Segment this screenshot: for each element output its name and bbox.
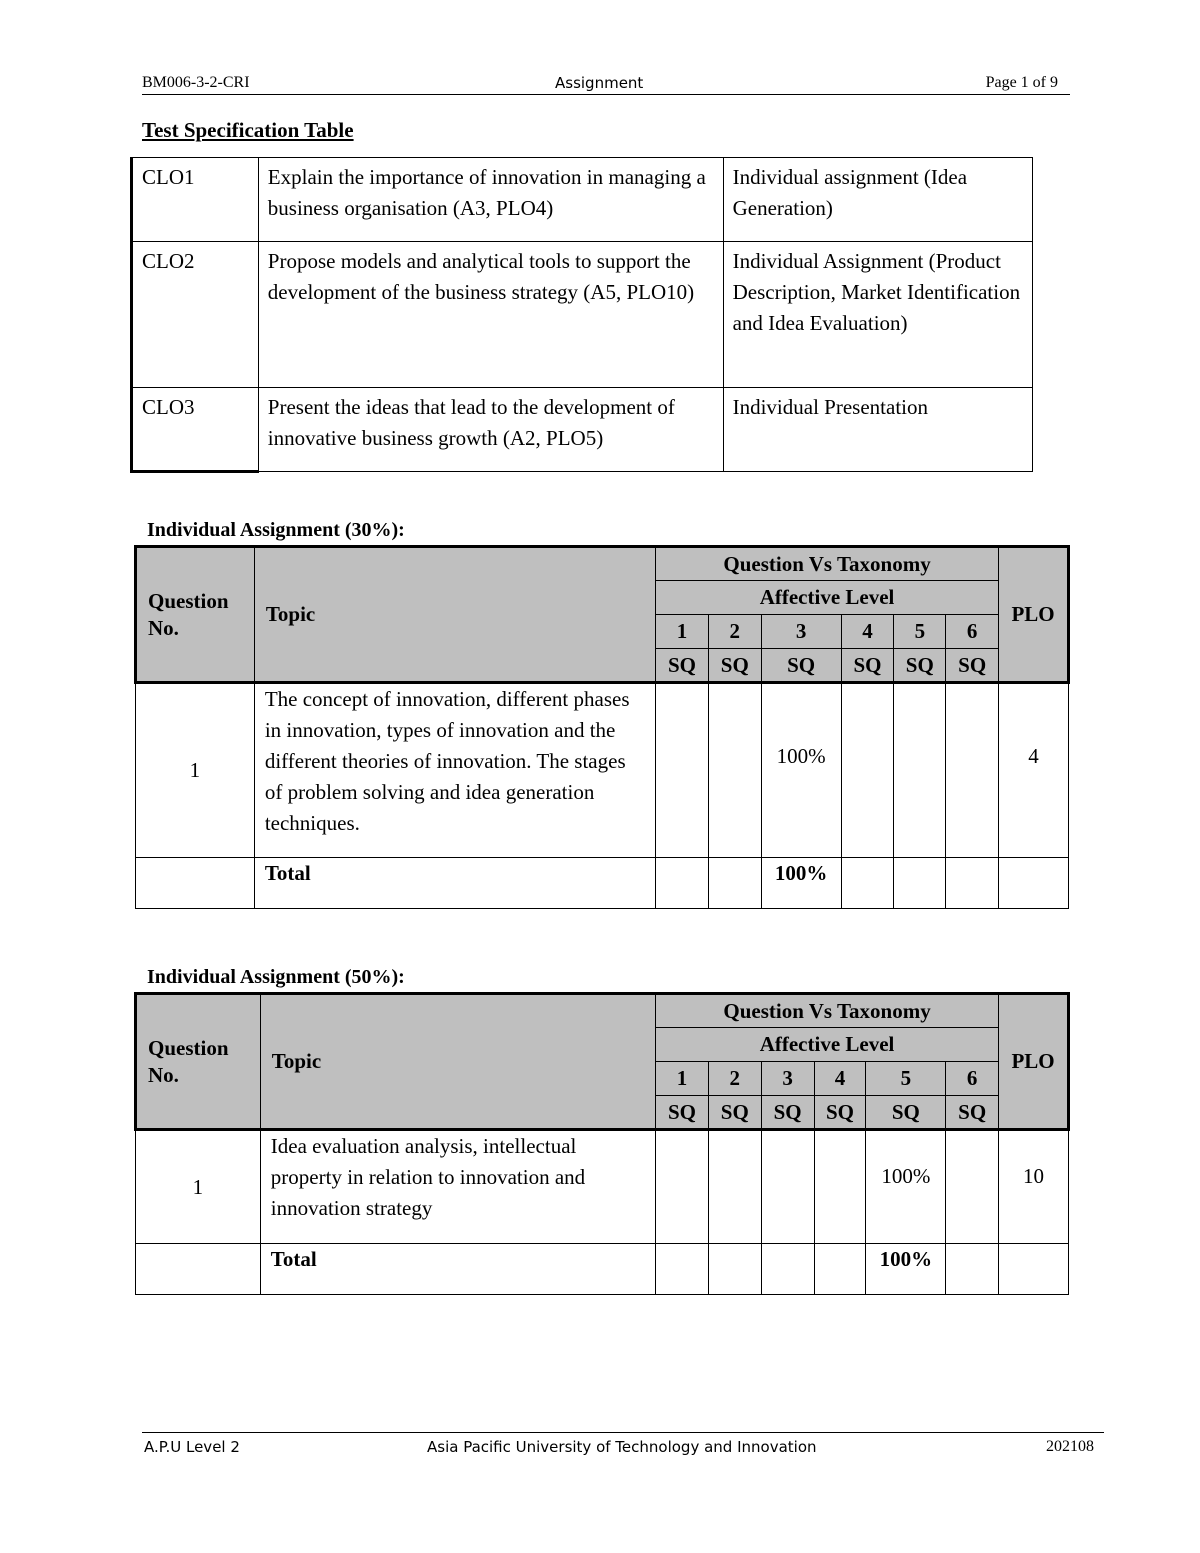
ia50-table [134, 992, 1070, 1295]
topic-text: Idea evaluation analysis, intellectual property in relation to innovation and innovation strategy [260, 1130, 655, 1244]
taxonomy-header: Question Vs Taxonomy [656, 994, 999, 1028]
table-row [132, 388, 1033, 472]
question-no: 1 [136, 683, 255, 858]
clo-description: Present the ideas that lead to the development of innovative business growth (A2, PLO5) [258, 388, 723, 472]
sq-label: SQ [761, 649, 841, 683]
clo-description: Propose models and analytical tools to support the development of the business strategy (A5, PLO10) [258, 242, 723, 388]
clo-assessment: Individual assignment (Idea Generation) [723, 158, 1032, 242]
level-5-value: 100% [866, 1130, 946, 1244]
sq-label: SQ [946, 1096, 999, 1130]
topic-header: Topic [260, 994, 655, 1130]
total-label: Total [260, 1244, 655, 1295]
table-row [136, 683, 1069, 858]
sq-label: SQ [841, 649, 894, 683]
level-1: 1 [656, 615, 709, 649]
course-code: BM006-3-2-CRI [142, 74, 250, 91]
question-no-header: Question No. [136, 547, 255, 683]
sq-label: SQ [866, 1096, 946, 1130]
page-number: Page 1 of 9 [985, 74, 1058, 91]
clo-id: CLO2 [132, 242, 259, 388]
affective-level-header: Affective Level [656, 581, 999, 615]
total-value: 100% [866, 1244, 946, 1295]
total-label: Total [254, 858, 655, 909]
level-1: 1 [656, 1062, 709, 1096]
sq-label: SQ [946, 649, 999, 683]
sq-label: SQ [814, 1096, 866, 1130]
footer-date-code: 202108 [1046, 1438, 1094, 1455]
ia30-title: Individual Assignment (30%): [147, 519, 405, 541]
total-value: 100% [761, 858, 841, 909]
topic-header: Topic [254, 547, 655, 683]
level-2: 2 [708, 615, 761, 649]
level-2: 2 [708, 1062, 761, 1096]
table-row [136, 1130, 1069, 1244]
level-5: 5 [866, 1062, 946, 1096]
ia30-table [134, 545, 1070, 909]
ia50-title: Individual Assignment (50%): [147, 966, 405, 988]
affective-level-header: Affective Level [656, 1028, 999, 1062]
total-row [136, 858, 1069, 909]
level-3: 3 [761, 615, 841, 649]
test-specification-table [130, 157, 1033, 473]
plo-header: PLO [999, 547, 1069, 683]
doc-type: Assignment [555, 74, 644, 92]
sq-label: SQ [894, 649, 946, 683]
level-5: 5 [894, 615, 946, 649]
clo-assessment: Individual Presentation [723, 388, 1032, 472]
topic-text: The concept of innovation, different phases in innovation, types of innovation and the different theories of innovation. The stages of problem solving and idea generation techniques. [254, 683, 655, 858]
level-6: 6 [946, 615, 999, 649]
total-row [136, 1244, 1069, 1295]
clo-assessment: Individual Assignment (Product Description, Market Identification and Idea Evaluation) [723, 242, 1032, 388]
clo-id: CLO3 [132, 388, 259, 472]
taxonomy-header: Question Vs Taxonomy [656, 547, 999, 581]
level-3: 3 [761, 1062, 814, 1096]
page-footer [142, 1432, 1104, 1457]
plo-value: 10 [999, 1130, 1069, 1244]
level-3-value: 100% [761, 683, 841, 858]
table-row [132, 158, 1033, 242]
clo-id: CLO1 [132, 158, 259, 242]
level-4: 4 [814, 1062, 866, 1096]
sq-label: SQ [656, 649, 709, 683]
clo-description: Explain the importance of innovation in managing a business organisation (A3, PLO4) [258, 158, 723, 242]
table-row [132, 242, 1033, 388]
spec-table-title: Test Specification Table [142, 118, 354, 142]
footer-university: Asia Pacific University of Technology and Innovation [427, 1438, 817, 1456]
sq-label: SQ [708, 1096, 761, 1130]
plo-header: PLO [999, 994, 1069, 1130]
level-4: 4 [841, 615, 894, 649]
question-no-header: Question No. [136, 994, 261, 1130]
level-6: 6 [946, 1062, 999, 1096]
sq-label: SQ [656, 1096, 709, 1130]
page-header [142, 72, 1070, 95]
sq-label: SQ [761, 1096, 814, 1130]
question-no: 1 [136, 1130, 261, 1244]
sq-label: SQ [708, 649, 761, 683]
footer-level: A.P.U Level 2 [144, 1438, 240, 1456]
plo-value: 4 [999, 683, 1069, 858]
